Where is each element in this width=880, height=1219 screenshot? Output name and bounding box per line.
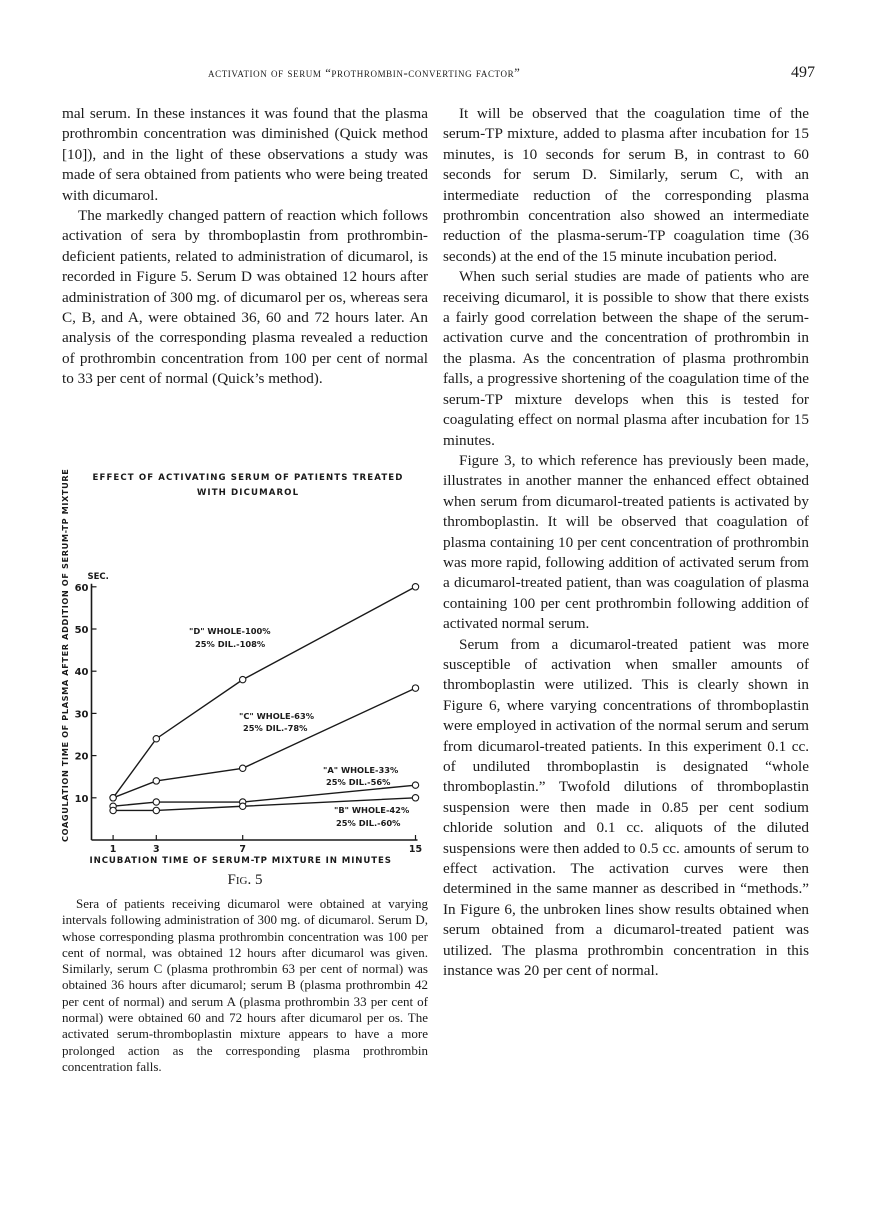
x-tick-label: 1 [109,844,117,855]
data-point-B [412,795,418,801]
x-axis-label: INCUBATION TIME OF SERUM-TP MIXTURE IN MINUTES [89,856,392,866]
data-point-B [240,803,246,809]
paragraph: Serum from a dicumarol-treated patient was more susceptible of activation when smaller amounts of thromboplastin were utilized. This is clearly shown in Figure 6, where varying concentrations of thromboplastin were employed in activation of the normal serum and serum from dicumarol-treated patients. In this experiment 0.1 cc. of undiluted thromboplastin is designated “whole thromboplastin.” Twofold dilutions of thromboplastin suspension were then made in 0.85 per cent sodium chloride solution and 0.1 cc. aliquots of the diluted suspensions were then added to 0.5 cc. amounts of serum to effect activation. The activation curves were then determined in the same manner as described in “methods.” In Figure 6, the unbroken lines show results obtained when serum obtained from a dicumarol-treated patient was utilized. The plasma prothrombin concentration in this instance was 20 per cent of normal. [443,635,809,980]
data-point-D [412,584,418,590]
y-tick-label: 40 [74,667,89,679]
series-label-A: 25% DIL.-56% [326,777,391,787]
x-tick-label: 3 [152,844,160,855]
running-head [0,66,880,88]
page-number: 497 [791,64,815,81]
paragraph: mal serum. In these instances it was found that the plasma prothrombin concentration was diminished (Quick method [10]), and in the light of these observations a study was made of sera obtained from patients who were being treated with dicumarol. [62,105,428,204]
x-tick-label: 15 [408,844,423,855]
series-label-A: "A" WHOLE-33% [323,765,399,775]
y-unit-label: SEC. [87,571,109,582]
data-point-C [240,765,246,771]
series-label-B: 25% DIL.-60% [336,818,401,828]
figure-label: Fig. 5 [227,872,263,888]
data-point-B [153,807,159,813]
paragraph: The markedly changed pattern of reaction which follows activation of sera by thromboplastin from prothrombin-deficient patients, related to administration of dicumarol, is recorded in Figure 5. Serum D was obtained 12 hours after administration of 300 mg. of dicumarol per os, whereas sera C, B, and A, were obtained 36, 60 and 72 hours later. An analysis of the corresponding plasma revealed a reduction of prothrombin concentration from 100 per cent of normal to 33 per cent of normal (Quick’s method). [62,207,428,388]
line-chart [58,466,430,886]
paragraph: It will be observed that the coagulation time of the serum-TP mixture, added to plasma after incubation for 15 minutes, is 10 seconds for serum B, in contrast to 60 seconds for serum D. Similarly, serum C, with an intermediate reduction of the corresponding plasma prothrombin concentration also showed an intermediate reduction of the plasma-serum-TP coagulation time (36 seconds) at the end of the 15 minute incubation period. [443,105,809,265]
data-point-B [110,807,116,813]
y-tick-label: 50 [74,625,89,636]
chart-title-line-2: WITH DICUMAROL [196,488,300,498]
caption-text: Sera of patients receiving dicumarol were obtained at varying intervals following administration of 300 mg. of dicumarol. Serum D, whose corresponding plasma prothrombin concentration was 100 per cent of normal, was obtained 12 hours after dicumarol was given. Similarly, serum C (plasma prothrombin 63 per cent of normal) was obtained 36 hours after dicumarol; serum B (plasma prothrombin 42 per cent of normal) and serum A (plasma prothrombin 33 per cent of normal) were obtained 60 and 72 hours after dicumarol per os. The activated serum-thromboplastin mixture appears to have a more prolonged action as the corresponding plasma prothrombin concentration falls. [62,896,428,1074]
right-column [443,104,809,981]
series-label-C: "C" WHOLE-63% [239,711,315,721]
y-axis-label: COAGULATION TIME OF PLASMA AFTER ADDITION OF SERUM-TP MIXTURE [60,468,70,842]
y-tick-label: 20 [74,751,89,763]
y-tick-label: 10 [74,793,89,805]
paragraph: Figure 3, to which reference has previously been made, illustrates in another manner the enhanced effect obtained when serum from dicumarol-treated patients is activated by thromboplastin. It will be observed that coagulation of plasma containing 10 per cent concentration of prothrombin was more rapid, following addition of activated serum from a dicumarol-treated patient, than was coagulation of plasma containing 100 per cent prothrombin following addition of activated normal serum. [443,451,809,633]
series-label-C: 25% DIL.-78% [243,723,308,733]
y-tick-label: 30 [74,709,89,721]
paragraph: When such serial studies are made of patients who are receiving dicumarol, it is possible to show that there exists a fairly good correlation between the shape of the serum-activation curve and the concentration of prothrombin in the plasma. As the concentration of plasma prothrombin falls, a progressive shortening of the coagulation time of the serum-TP mixture develops when this is tested for coagulating effect on normal plasma after incubation for 15 minutes. [443,268,809,449]
y-tick-label: 60 [74,582,89,594]
chart-title-line-1: EFFECT OF ACTIVATING SERUM OF PATIENTS TREATED [92,473,404,483]
data-point-A [153,799,159,805]
data-point-D [153,736,159,742]
series-label-D: 25% DIL.-108% [195,639,266,649]
x-tick-label: 7 [239,844,247,855]
data-point-A [412,782,418,788]
series-label-B: "B" WHOLE-42% [334,805,410,815]
series-label-D: "D" WHOLE-100% [189,626,271,636]
figure-5-chart [58,466,430,886]
data-point-C [412,685,418,691]
data-point-C [110,795,116,801]
data-point-D [240,676,246,682]
left-column [62,104,428,390]
figure-caption [62,896,428,1075]
data-point-C [153,778,159,784]
running-title: activation of serum “prothrombin-converting factor” [208,66,521,80]
